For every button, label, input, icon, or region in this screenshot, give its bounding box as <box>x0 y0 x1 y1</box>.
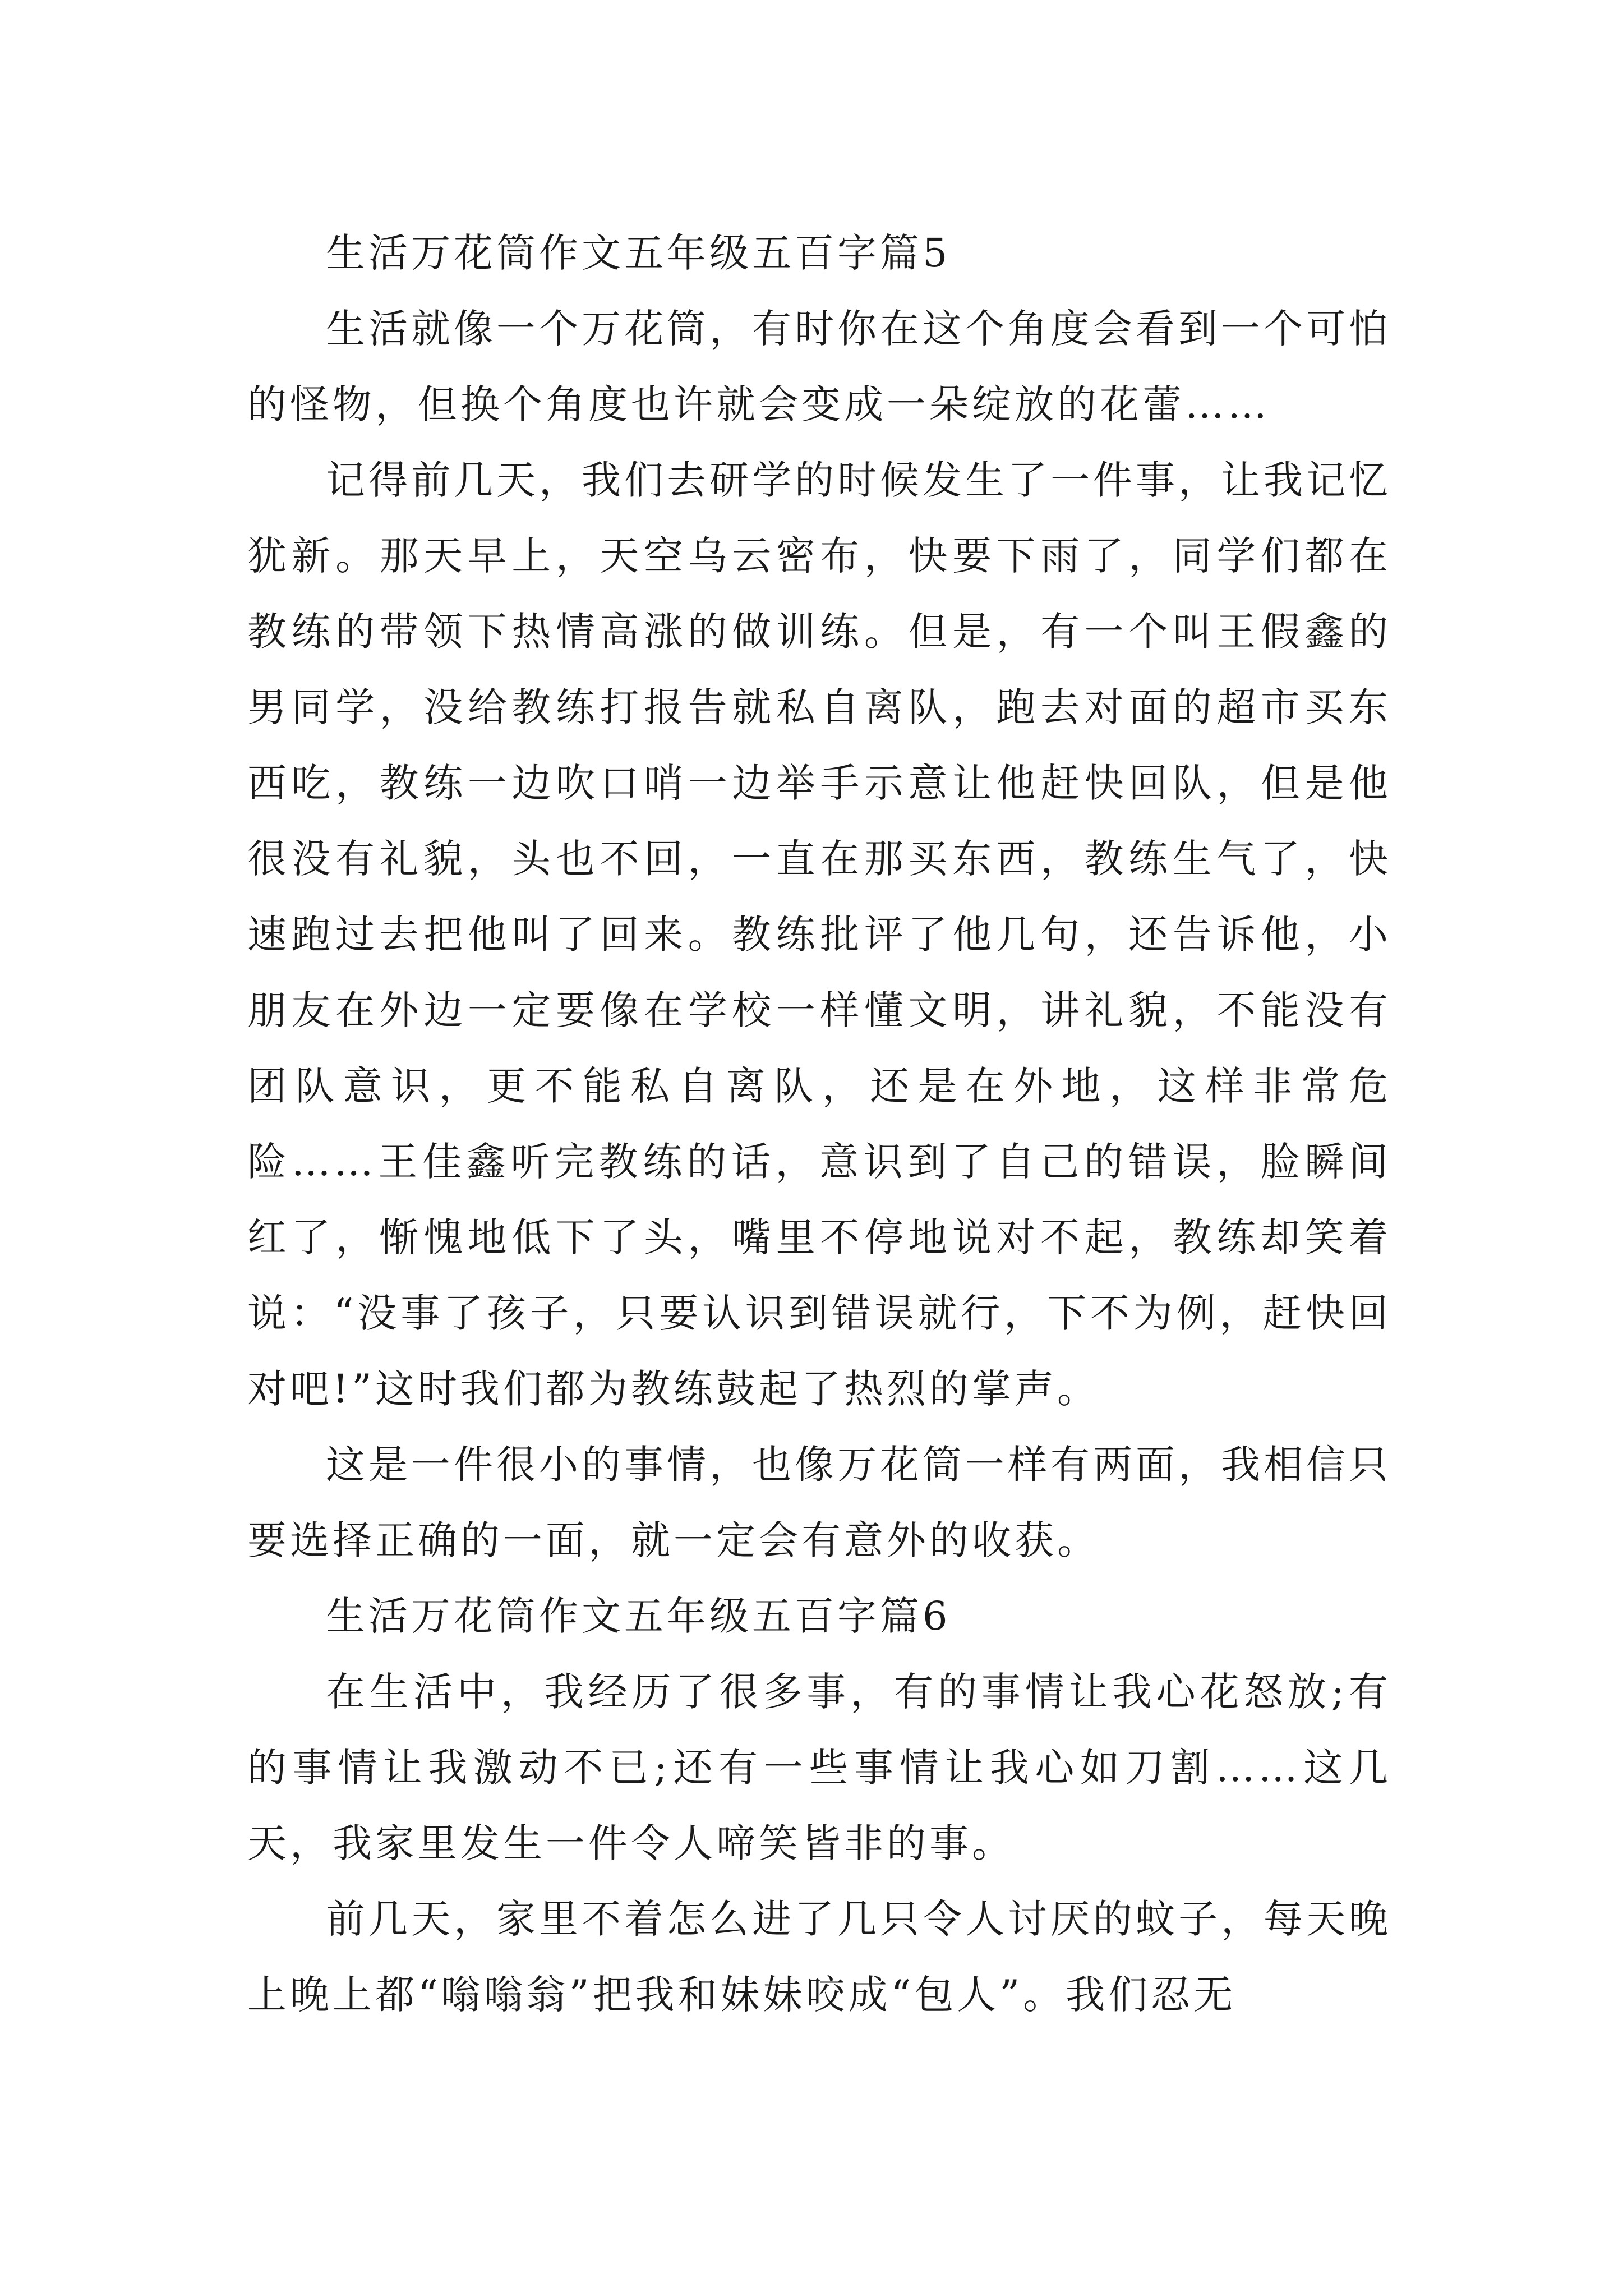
paragraph: 记得前几天，我们去研学的时候发生了一件事，让我记忆犹新。那天早上，天空乌云密布，快要下雨了，同学们都在教练的带领下热情高涨的做训练。但是，有一个叫王假鑫的男同学，没给教练打报告就私自离队，跑去对面的超市买东西吃，教练一边吹口哨一边举手示意让他赶快回队，但是他很没有礼貌，头也不回，一直在那买东西，教练生气了，快速跑过去把他叫了回来。教练批评了他几句，还告诉他，小朋友在外边一定要像在学校一样懂文明，讲礼貌，不能没有团队意识，更不能私自离队，还是在外地，这样非常危险……王佳鑫听完教练的话，意识到了自己的错误，脸瞬间红了，惭愧地低下了头，嘴里不停地说对不起，教练却笑着说：“没事了孩子，只要认识到错误就行，下不为例，赶快回对吧!”这时我们都为教练鼓起了热烈的掌声。 <box>247 457 1391 1412</box>
paragraph: 在生活中，我经历了很多事，有的事情让我心花怒放;有的事情让我激动不已;还有一些事情让我心如刀割……这几天，我家里发生一件令人啼笑皆非的事。 <box>247 1669 1391 1866</box>
section-heading: 生活万花筒作文五年级五百字篇6 <box>326 1593 951 1639</box>
paragraph: 这是一件很小的事情，也像万花筒一样有两面，我相信只要选择正确的一面，就一定会有意外的收获。 <box>247 1442 1391 1563</box>
document-body <box>247 215 1391 2033</box>
section-heading: 生活万花筒作文五年级五百字篇5 <box>326 230 951 276</box>
paragraph: 前几天，家里不着怎么进了几只令人讨厌的蚊子，每天晚上晚上都“嗡嗡翁”把我和妹妹咬成“包人”。我们忍无 <box>247 1896 1391 2018</box>
paragraph: 生活就像一个万花筒，有时你在这个角度会看到一个可怕的怪物，但换个角度也许就会变成一朵绽放的花蕾…… <box>247 306 1391 427</box>
